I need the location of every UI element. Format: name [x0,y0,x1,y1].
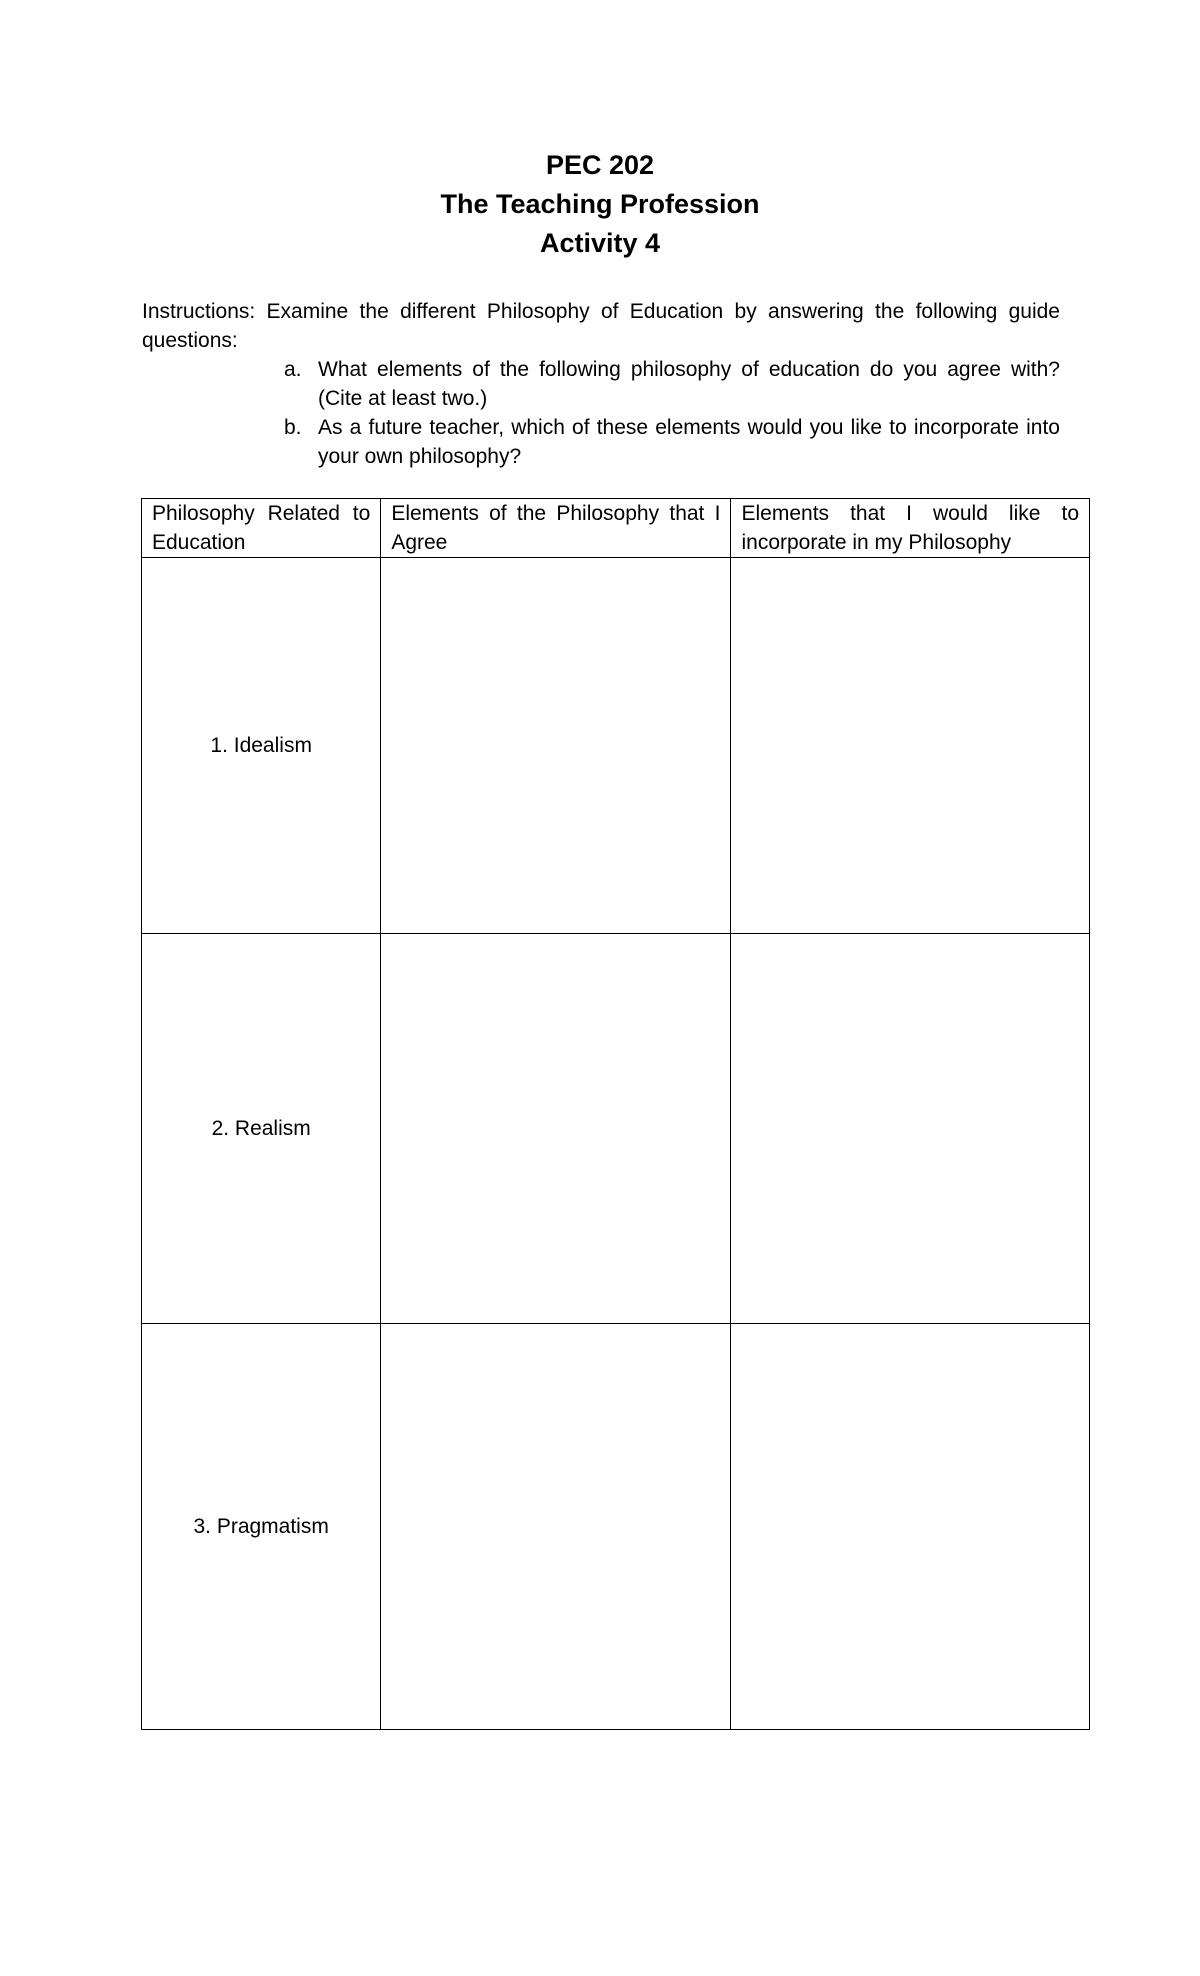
guide-question-text: What elements of the following philosophy of education do you agree with? (Cite at least two.) [318,358,1060,410]
incorporate-answer-cell[interactable] [731,1324,1090,1730]
header-elements-incorporate: Elements that I would like to incorporate in my Philosophy [731,499,1090,558]
header-philosophy: Philosophy Related to Education [142,499,381,558]
guide-question-marker: b. [284,416,302,439]
course-title: The Teaching Profession [440,189,760,219]
agree-answer-cell[interactable] [381,558,731,934]
document-title [0,146,1200,263]
guide-question-text: As a future teacher, which of these elements would you like to incorporate into your own philosophy? [318,416,1060,468]
philosophy-cell-pragmatism: 3. Pragmatism [142,1324,381,1730]
activity-title: Activity 4 [539,228,661,258]
table-row [142,1324,1090,1730]
table-header-row [142,499,1090,558]
incorporate-answer-cell[interactable] [731,934,1090,1324]
instructions-text: Instructions: Examine the different Philosophy of Education by answering the following guide questions: [142,300,1060,352]
philosophy-cell-idealism: 1. Idealism [142,558,381,934]
agree-answer-cell[interactable] [381,1324,731,1730]
header-elements-agree: Elements of the Philosophy that I Agree [381,499,731,558]
activity-table [141,498,1090,1730]
guide-question-b [284,413,1060,471]
philosophy-cell-realism: 2. Realism [142,934,381,1324]
guide-question-a [284,355,1060,413]
table-row [142,558,1090,934]
course-code: PEC 202 [545,150,655,180]
table-row [142,934,1090,1324]
agree-answer-cell[interactable] [381,934,731,1324]
guide-questions-list [284,355,1060,471]
incorporate-answer-cell[interactable] [731,558,1090,934]
guide-question-marker: a. [284,358,302,381]
